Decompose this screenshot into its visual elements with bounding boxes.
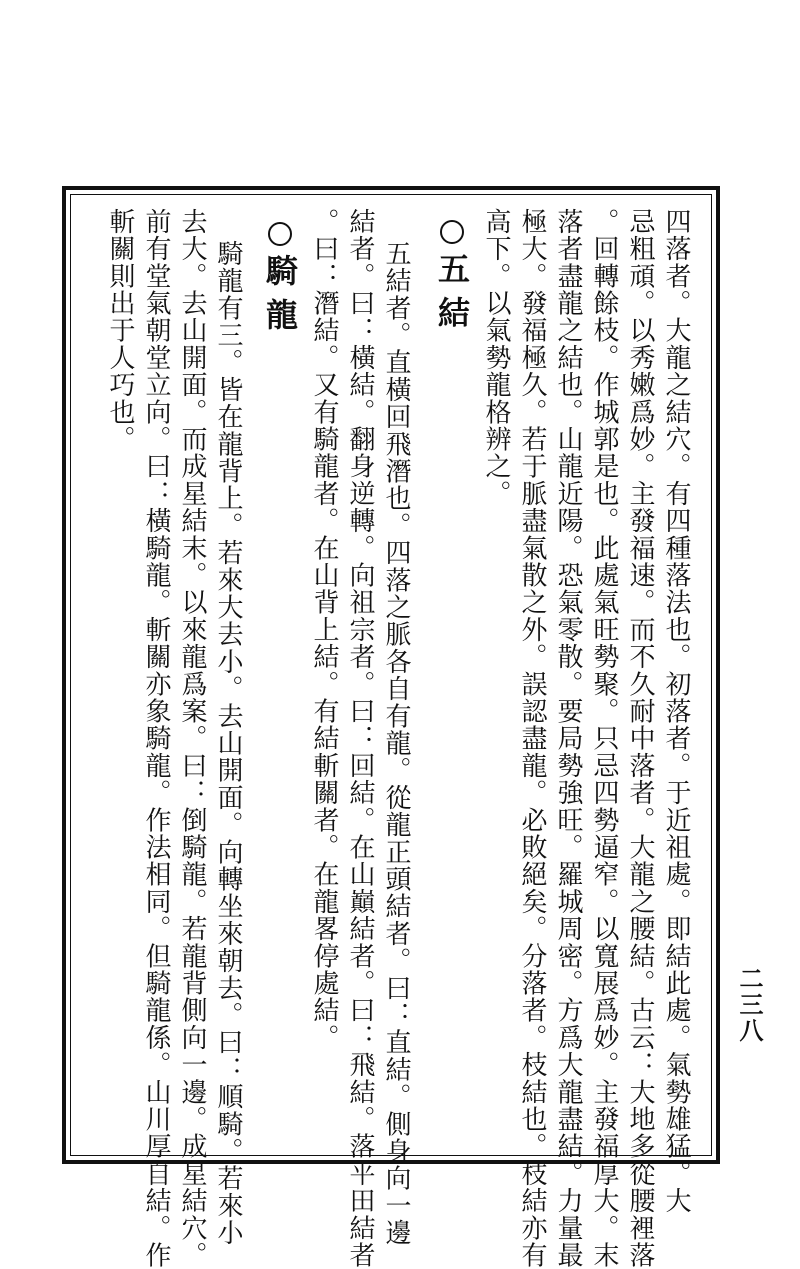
text-column-3: 。回轉餘枝。作城郭是也。此處氣旺勢聚。只忌四勢逼窄。以寬展爲妙。主發福厚大。末 bbox=[589, 208, 619, 1269]
text-column-12: 前有堂氣朝堂立向。曰：橫騎龍。斬關亦象騎龍。作法相同。但騎龍係。山川厚自結。作 bbox=[141, 208, 171, 1269]
text-column-10: 騎龍有三。皆在龍背上。若來大去小。去山開面。向轉坐來朝去。曰：順騎。若來小 bbox=[213, 240, 243, 1247]
text-column-1: 四落者。大龍之結穴。有四種落法也。初落者。于近祖處。即結此處。氣勢雄猛。大 bbox=[661, 208, 691, 1215]
section-marker-icon bbox=[268, 222, 292, 246]
page-number: 二三八 bbox=[735, 966, 764, 1044]
text-column-2: 忌粗頑。以秀嫩爲妙。主發福速。而不久耐中落者。大龍之腰結。古云：大地多從腰裡落 bbox=[625, 208, 655, 1269]
section-heading-qilong: 騎龍 bbox=[261, 254, 299, 342]
text-column-11: 去大。去山開面。而成星結末。以來龍爲案。曰：倒騎龍。若龍背側向一邊。成星結穴。 bbox=[177, 208, 207, 1269]
text-column-13: 斬關則出于人巧也。 bbox=[105, 208, 135, 453]
text-column-9: 。曰：潛結。又有騎龍者。在山背上結。有結斬關者。在龍畧停處結。 bbox=[309, 208, 339, 1052]
text-column-7: 五結者。直橫回飛潛也。四落之脈各自有龍。從龍正頭結者。曰：直結。側身向一邊 bbox=[381, 240, 411, 1247]
text-column-8: 結者。曰：橫結。翻身逆轉。向祖宗者。曰：回結。在山巔結者。曰：飛結。落平田結者 bbox=[345, 208, 375, 1269]
text-column-6: 高下。以氣勢龍格辨之。 bbox=[481, 208, 511, 508]
text-column-5: 極大。發福極久。若于脈盡氣散之外。誤認盡龍。必敗絕矣。分落者。枝結也。枝結亦有 bbox=[517, 208, 547, 1269]
text-column-4: 落者盡龍之結也。山龍近陽。恐氣零散。要局勢強旺。羅城周密。方爲大龍盡結。力量最 bbox=[553, 208, 583, 1269]
section-heading-wujie: 五結 bbox=[433, 252, 471, 340]
section-marker-icon bbox=[440, 220, 464, 244]
